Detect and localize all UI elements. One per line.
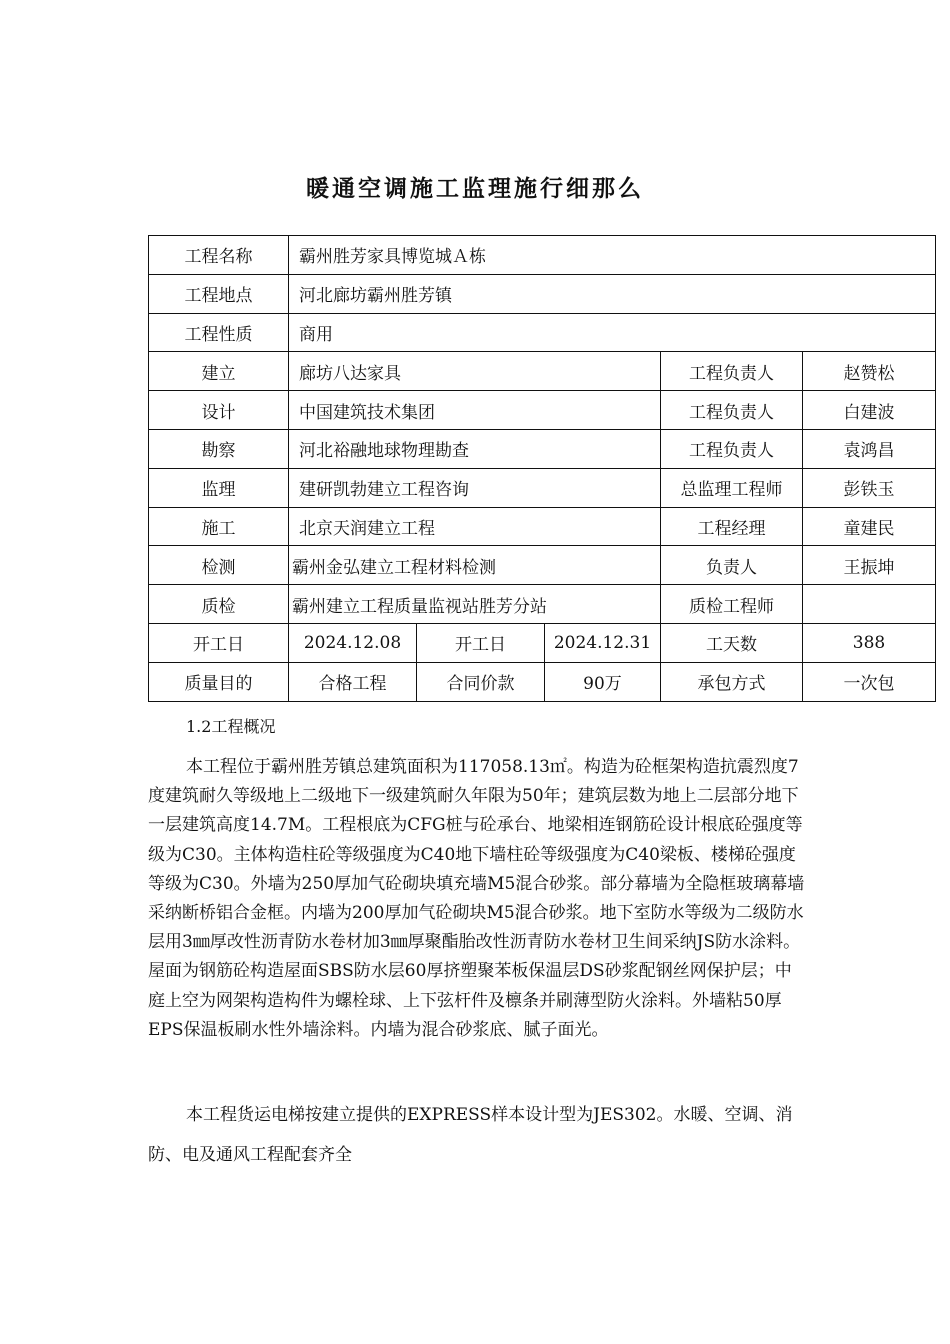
project-nature-label: 工程性质 — [149, 313, 289, 352]
overview-paragraph: 本工程位于霸州胜芳镇总建筑面积为117058.13㎡。构造为砼框架构造抗震烈度7度建筑耐久等级地上二级地下一级建筑耐久年限为50年；建筑层数为地上二层部分地下一层建筑高度14.7M。工程根底为CFG桩与砼承台、地梁相连钢筋砼设计根底砼强度等级为C30。主体构造柱砼等级强度为C40地下墙柱砼等级强度为C40梁板、楼梯砼强度等级为C30。外墙为250厚加气砼砌块填充墙M5混合砂浆。部分幕墙为全隐框玻璃幕墙采纳断桥铝合金框。内墙为200厚加气砼砌块M5混合砂浆。地下室防水等级为二级防水层用3㎜厚改性沥青防水卷材加3㎜厚聚酯胎改性沥青防水卷材卫生间采纳JS防水涂料。屋面为钢筋砼构造屋面SBS防水层60厚挤塑聚苯板保温层DS砂浆配钢丝网保护层；中庭上空为网架构造构件为螺栓球、上下弦杆件及檩条并刷薄型防火涂料。外墙粘50厚EPS保温板刷水性外墙涂料。内墙为混合砂浆底、腻子面光。 — [148, 757, 805, 1040]
table-row — [149, 507, 936, 546]
testing-role: 负责人 — [661, 546, 803, 585]
table-row — [149, 274, 936, 313]
construction-person: 童建民 — [803, 507, 936, 546]
testing-person: 王振坤 — [803, 546, 936, 585]
document-title: 暖通空调施工监理施行细那么 — [306, 176, 644, 202]
start-date-label: 开工日 — [149, 623, 289, 662]
table-row — [149, 429, 936, 468]
contract-price-value: 90万 — [545, 662, 661, 701]
design-role: 工程负责人 — [661, 391, 803, 430]
quality-check-label: 质检 — [149, 585, 289, 624]
testing-value: 霸州金弘建立工程材料检测 — [289, 546, 661, 585]
contract-type-value: 一次包 — [803, 662, 936, 701]
survey-label: 勘察 — [149, 429, 289, 468]
quality-goal-value: 合格工程 — [289, 662, 417, 701]
construction-role: 工程经理 — [661, 507, 803, 546]
survey-role: 工程负责人 — [661, 429, 803, 468]
start-date-value: 2024.12.08 — [289, 623, 417, 662]
start-date-label-2: 开工日 — [417, 623, 545, 662]
builder-label: 建立 — [149, 352, 289, 391]
section-heading: 1.2工程概况 — [186, 717, 276, 736]
table-row — [149, 623, 936, 662]
quality-check-person — [803, 585, 936, 624]
construction-value: 北京天润建立工程 — [289, 507, 661, 546]
quality-goal-label: 质量目的 — [149, 662, 289, 701]
table-row — [149, 313, 936, 352]
table-row — [149, 585, 936, 624]
design-value: 中国建筑技术集团 — [289, 391, 661, 430]
survey-person: 袁鸿昌 — [803, 429, 936, 468]
construction-label: 施工 — [149, 507, 289, 546]
table-row — [149, 662, 936, 701]
project-name-value: 霸州胜芳家具博览城Ａ栋 — [289, 236, 936, 275]
survey-value: 河北裕融地球物理勘查 — [289, 429, 661, 468]
quality-check-role: 质检工程师 — [661, 585, 803, 624]
supervision-person: 彭铁玉 — [803, 468, 936, 507]
project-name-label: 工程名称 — [149, 236, 289, 275]
table-row — [149, 391, 936, 430]
project-location-label: 工程地点 — [149, 274, 289, 313]
builder-value: 廊坊八达家具 — [289, 352, 661, 391]
supervision-role: 总监理工程师 — [661, 468, 803, 507]
table-row — [149, 352, 936, 391]
testing-label: 检测 — [149, 546, 289, 585]
project-nature-value: 商用 — [289, 313, 936, 352]
project-info-table — [148, 235, 936, 702]
elevator-paragraph: 本工程货运电梯按建立提供的EXPRESS样本设计型为JES302。水暖、空调、消防、电及通风工程配套齐全 — [148, 1105, 793, 1165]
work-days-label: 工天数 — [661, 623, 803, 662]
supervision-label: 监理 — [149, 468, 289, 507]
builder-person: 赵赞松 — [803, 352, 936, 391]
supervision-value: 建研凯勃建立工程咨询 — [289, 468, 661, 507]
contract-price-label: 合同价款 — [417, 662, 545, 701]
table-row — [149, 468, 936, 507]
project-location-value: 河北廊坊霸州胜芳镇 — [289, 274, 936, 313]
start-date-value-2: 2024.12.31 — [545, 623, 661, 662]
work-days-value: 388 — [803, 623, 936, 662]
design-label: 设计 — [149, 391, 289, 430]
table-row — [149, 546, 936, 585]
contract-type-label: 承包方式 — [661, 662, 803, 701]
table-row — [149, 236, 936, 275]
builder-role: 工程负责人 — [661, 352, 803, 391]
quality-check-value: 霸州建立工程质量监视站胜芳分站 — [289, 585, 661, 624]
design-person: 白建波 — [803, 391, 936, 430]
